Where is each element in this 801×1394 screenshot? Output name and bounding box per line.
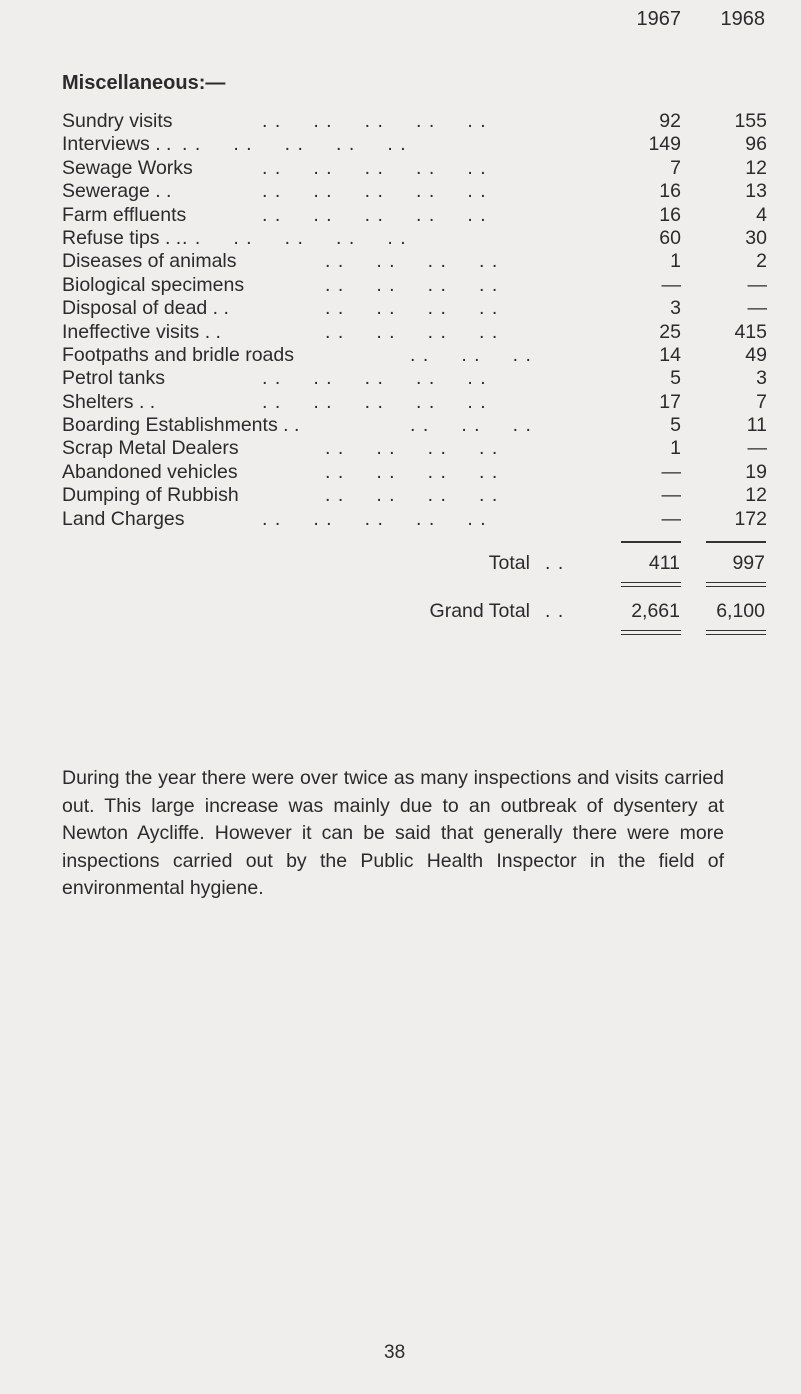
value-1968: 12 bbox=[745, 156, 767, 179]
total-rule-1967 bbox=[621, 541, 681, 543]
leader-dots: . . . . . . . . bbox=[325, 250, 499, 273]
column-header-1968: 1968 bbox=[720, 8, 765, 30]
value-1968: 3 bbox=[756, 367, 767, 390]
leader-dots: . . . . . . . . . . bbox=[262, 180, 487, 203]
value-1967: — bbox=[661, 460, 681, 483]
total-1968: 997 bbox=[732, 552, 765, 574]
leader-dots: . . . . . . bbox=[410, 414, 532, 437]
value-1967: 1 bbox=[670, 250, 681, 273]
column-header-1967: 1967 bbox=[636, 8, 681, 30]
value-1967: 92 bbox=[659, 110, 681, 132]
grand-total-1967: 2,661 bbox=[631, 600, 680, 622]
value-1968: 96 bbox=[745, 133, 767, 156]
row-label: Ineffective visits . . bbox=[62, 320, 221, 343]
value-1967: 17 bbox=[659, 390, 681, 413]
row-label: Sewage Works bbox=[62, 156, 193, 179]
table-row bbox=[62, 227, 772, 250]
inspection-table bbox=[62, 110, 772, 531]
leader-dots: . . . . . . . . . . bbox=[262, 507, 487, 530]
table-row bbox=[62, 344, 772, 367]
row-label: Dumping of Rubbish bbox=[62, 484, 239, 507]
summary-paragraph: During the year there were over twice as many inspections and visits carried out. This large increase was mainly due to an outbreak of dysentery at Newton Aycliffe. However it can be said that generally there were more inspections carried out by the Public Health Inspector in the field of environmental hygiene. bbox=[62, 767, 724, 899]
grand-total-label: Grand Total bbox=[429, 600, 530, 622]
table-row bbox=[62, 133, 772, 156]
row-label: Refuse tips . . bbox=[62, 226, 182, 249]
value-1967: 60 bbox=[659, 226, 681, 249]
row-label: Abandoned vehicles bbox=[62, 460, 238, 483]
table-row bbox=[62, 321, 772, 344]
table-row bbox=[62, 508, 772, 531]
value-1967: 3 bbox=[670, 297, 681, 320]
total-rule-1968 bbox=[706, 541, 766, 543]
value-1968: 19 bbox=[745, 460, 767, 483]
table-row bbox=[62, 297, 772, 320]
table-row bbox=[62, 414, 772, 437]
leader-dots: . . . . . . . . bbox=[325, 273, 499, 296]
value-1968: 415 bbox=[734, 320, 767, 343]
table-row bbox=[62, 391, 772, 414]
value-1967: 149 bbox=[648, 133, 681, 156]
grand-total-double-rule-1967 bbox=[621, 630, 681, 635]
value-1968: 13 bbox=[745, 180, 767, 203]
total-double-rule-1968 bbox=[706, 582, 766, 587]
grand-total-leader-dots: . . bbox=[545, 600, 565, 622]
row-label: Scrap Metal Dealers bbox=[62, 437, 239, 460]
value-1967: 16 bbox=[659, 180, 681, 203]
value-1967: — bbox=[661, 507, 681, 530]
row-label: Sundry visits bbox=[62, 110, 173, 132]
total-double-rule-1967 bbox=[621, 582, 681, 587]
leader-dots: . . . . . . . . . . bbox=[182, 133, 407, 156]
table-row bbox=[62, 461, 772, 484]
table-row bbox=[62, 204, 772, 227]
row-label: Diseases of animals bbox=[62, 250, 237, 273]
leader-dots: . . . . . . . . . . bbox=[182, 226, 407, 249]
row-label: Disposal of dead . . bbox=[62, 297, 229, 320]
row-label: Farm effluents bbox=[62, 203, 187, 226]
value-1967: 25 bbox=[659, 320, 681, 343]
leader-dots: . . . . . . bbox=[410, 343, 532, 366]
table-row bbox=[62, 180, 772, 203]
page-number: 38 bbox=[384, 1342, 406, 1363]
leader-dots: . . . . . . . . bbox=[325, 297, 499, 320]
row-label: Land Charges bbox=[62, 507, 185, 530]
row-label: Biological specimens bbox=[62, 273, 245, 296]
row-label: Footpaths and bridle roads bbox=[62, 343, 294, 366]
value-1968: 155 bbox=[734, 110, 767, 132]
row-label: Petrol tanks bbox=[62, 367, 165, 390]
value-1967: — bbox=[661, 484, 681, 507]
value-1968: 30 bbox=[745, 226, 767, 249]
value-1967: 14 bbox=[659, 343, 681, 366]
value-1967: — bbox=[661, 273, 681, 296]
leader-dots: . . . . . . . . . . bbox=[262, 203, 487, 226]
table-row bbox=[62, 484, 772, 507]
leader-dots: . . . . . . . . . . bbox=[262, 390, 487, 413]
value-1967: 5 bbox=[670, 414, 681, 437]
value-1968: 2 bbox=[756, 250, 767, 273]
value-1968: 11 bbox=[746, 414, 767, 437]
leader-dots: . . . . . . . . . . bbox=[262, 110, 487, 132]
leader-dots: . . . . . . . . . . bbox=[262, 367, 487, 390]
value-1968: 49 bbox=[745, 343, 767, 366]
row-label: Boarding Establishments . . bbox=[62, 414, 300, 437]
value-1968: — bbox=[747, 437, 767, 460]
value-1967: 7 bbox=[670, 156, 681, 179]
value-1968: — bbox=[747, 273, 767, 296]
row-label: Sewerage . . bbox=[62, 180, 172, 203]
table-row bbox=[62, 157, 772, 180]
leader-dots: . . . . . . . . bbox=[325, 460, 499, 483]
total-leader-dots: . . bbox=[545, 552, 565, 574]
value-1967: 5 bbox=[670, 367, 681, 390]
total-1967: 411 bbox=[648, 552, 680, 574]
table-row bbox=[62, 250, 772, 273]
table-row bbox=[62, 274, 772, 297]
section-title: Miscellaneous:— bbox=[62, 72, 226, 94]
row-label: Interviews . . bbox=[62, 133, 172, 156]
leader-dots: . . . . . . . . bbox=[325, 320, 499, 343]
leader-dots: . . . . . . . . bbox=[325, 437, 499, 460]
table-row bbox=[62, 110, 772, 133]
total-label: Total bbox=[488, 552, 530, 574]
value-1967: 16 bbox=[659, 203, 681, 226]
value-1968: 12 bbox=[745, 484, 767, 507]
value-1968: 4 bbox=[756, 203, 767, 226]
table-row bbox=[62, 437, 772, 460]
row-label: Shelters . . bbox=[62, 390, 156, 413]
leader-dots: . . . . . . . . bbox=[325, 484, 499, 507]
table-row bbox=[62, 367, 772, 390]
leader-dots: . . . . . . . . . . bbox=[262, 156, 487, 179]
grand-total-double-rule-1968 bbox=[706, 630, 766, 635]
grand-total-1968: 6,100 bbox=[716, 600, 765, 622]
value-1967: 1 bbox=[670, 437, 681, 460]
value-1968: 7 bbox=[756, 390, 767, 413]
value-1968: — bbox=[747, 297, 767, 320]
value-1968: 172 bbox=[734, 507, 767, 530]
